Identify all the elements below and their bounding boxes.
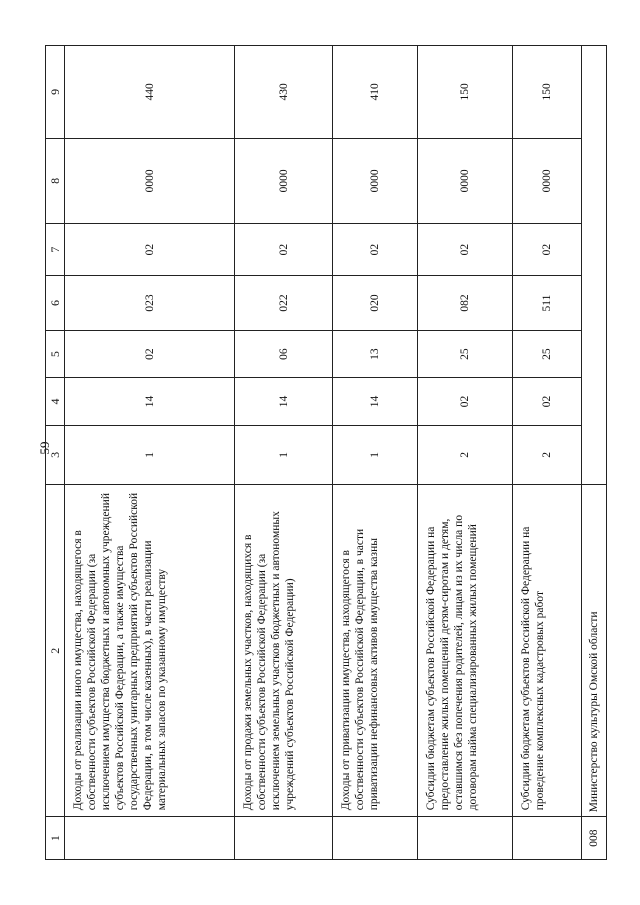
row-cell-col5: 25: [418, 330, 513, 377]
row-cell-col3: 1: [65, 425, 235, 484]
row-cell-col9: 150: [418, 46, 513, 139]
ministry-code-cell: 008: [582, 817, 607, 860]
row-description-cell: Субсидии бюджетам субъектов Российской Федерации на проведение комплексных кадастровых работ: [513, 485, 582, 817]
table-row: [333, 46, 418, 860]
row-cell-col7: 02: [235, 224, 333, 276]
row-cell-col8: 0000: [418, 138, 513, 223]
row-cell-col9: 150: [513, 46, 582, 139]
row-cell-col7: 02: [418, 224, 513, 276]
row-cell-col3: 1: [333, 425, 418, 484]
row-cell-col4: 02: [418, 378, 513, 425]
page-number: 59: [37, 441, 52, 455]
row-code-cell: [333, 817, 418, 860]
column-header: 8: [46, 138, 65, 223]
row-cell-col4: 14: [65, 378, 235, 425]
ministry-name-cell: Министерство культуры Омской области: [582, 485, 607, 817]
row-cell-col5: 02: [65, 330, 235, 377]
budget-classification-table: [45, 45, 607, 860]
row-cell-col3: 1: [235, 425, 333, 484]
row-cell-col7: 02: [513, 224, 582, 276]
row-cell-col9: 410: [333, 46, 418, 139]
column-header-row: [46, 46, 65, 860]
table-row: [513, 46, 582, 860]
column-header: 3: [46, 425, 65, 484]
row-cell-col3: 2: [418, 425, 513, 484]
row-description-cell: Субсидии бюджетам субъектов Российской Федерации на предоставление жилых помещений детям-сиротам и детям, оставшимся без попечения родителей, лицам из их числа по договорам найма специализированных жилых помещений: [418, 485, 513, 817]
row-cell-col7: 02: [65, 224, 235, 276]
column-header: 2: [46, 485, 65, 817]
row-cell-col8: 0000: [65, 138, 235, 223]
column-header: 1: [46, 817, 65, 860]
row-code-cell: [418, 817, 513, 860]
row-cell-col3: 2: [513, 425, 582, 484]
row-cell-col4: 14: [235, 378, 333, 425]
row-cell-col6: 082: [418, 276, 513, 331]
row-cell-col4: 02: [513, 378, 582, 425]
row-cell-col6: 511: [513, 276, 582, 331]
column-header: 4: [46, 378, 65, 425]
row-cell-col8: 0000: [333, 138, 418, 223]
row-cell-col4: 14: [333, 378, 418, 425]
row-cell-col9: 430: [235, 46, 333, 139]
ministry-row: [582, 46, 607, 860]
row-description-cell: Доходы от продажи земельных участков, находящихся в собственности субъектов Российской Федерации (за исключением земельных участков бюджетных и автономных учреждений субъектов Российской Федерации): [235, 485, 333, 817]
row-cell-col6: 020: [333, 276, 418, 331]
ministry-empty-cell: [582, 46, 607, 485]
table-row: [65, 46, 235, 860]
row-code-cell: [235, 817, 333, 860]
row-cell-col5: 13: [333, 330, 418, 377]
table-row: [418, 46, 513, 860]
row-cell-col5: 06: [235, 330, 333, 377]
row-code-cell: [513, 817, 582, 860]
column-header: 6: [46, 276, 65, 331]
row-cell-col5: 25: [513, 330, 582, 377]
row-cell-col7: 02: [333, 224, 418, 276]
column-header: 5: [46, 330, 65, 377]
table-row: [235, 46, 333, 860]
row-code-cell: [65, 817, 235, 860]
row-description-cell: Доходы от приватизации имущества, находящегося в собственности субъектов Российской Федерации, в части приватизации нефинансовых активов имущества казны: [333, 485, 418, 817]
rotated-table-container: [45, 45, 600, 860]
row-cell-col8: 0000: [235, 138, 333, 223]
row-cell-col6: 023: [65, 276, 235, 331]
column-header: 7: [46, 224, 65, 276]
row-cell-col9: 440: [65, 46, 235, 139]
column-header: 9: [46, 46, 65, 139]
row-description-cell: Доходы от реализации иного имущества, находящегося в собственности субъектов Российской Федерации (за исключением имущества бюджетных и автономных учреждений субъектов Российской Федерации, а также имущества государственных унитарных предприятий субъектов Российской Федерации, в том числе казенных), в части реализации материальных запасов по указанному имуществу: [65, 485, 235, 817]
row-cell-col8: 0000: [513, 138, 582, 223]
row-cell-col6: 022: [235, 276, 333, 331]
